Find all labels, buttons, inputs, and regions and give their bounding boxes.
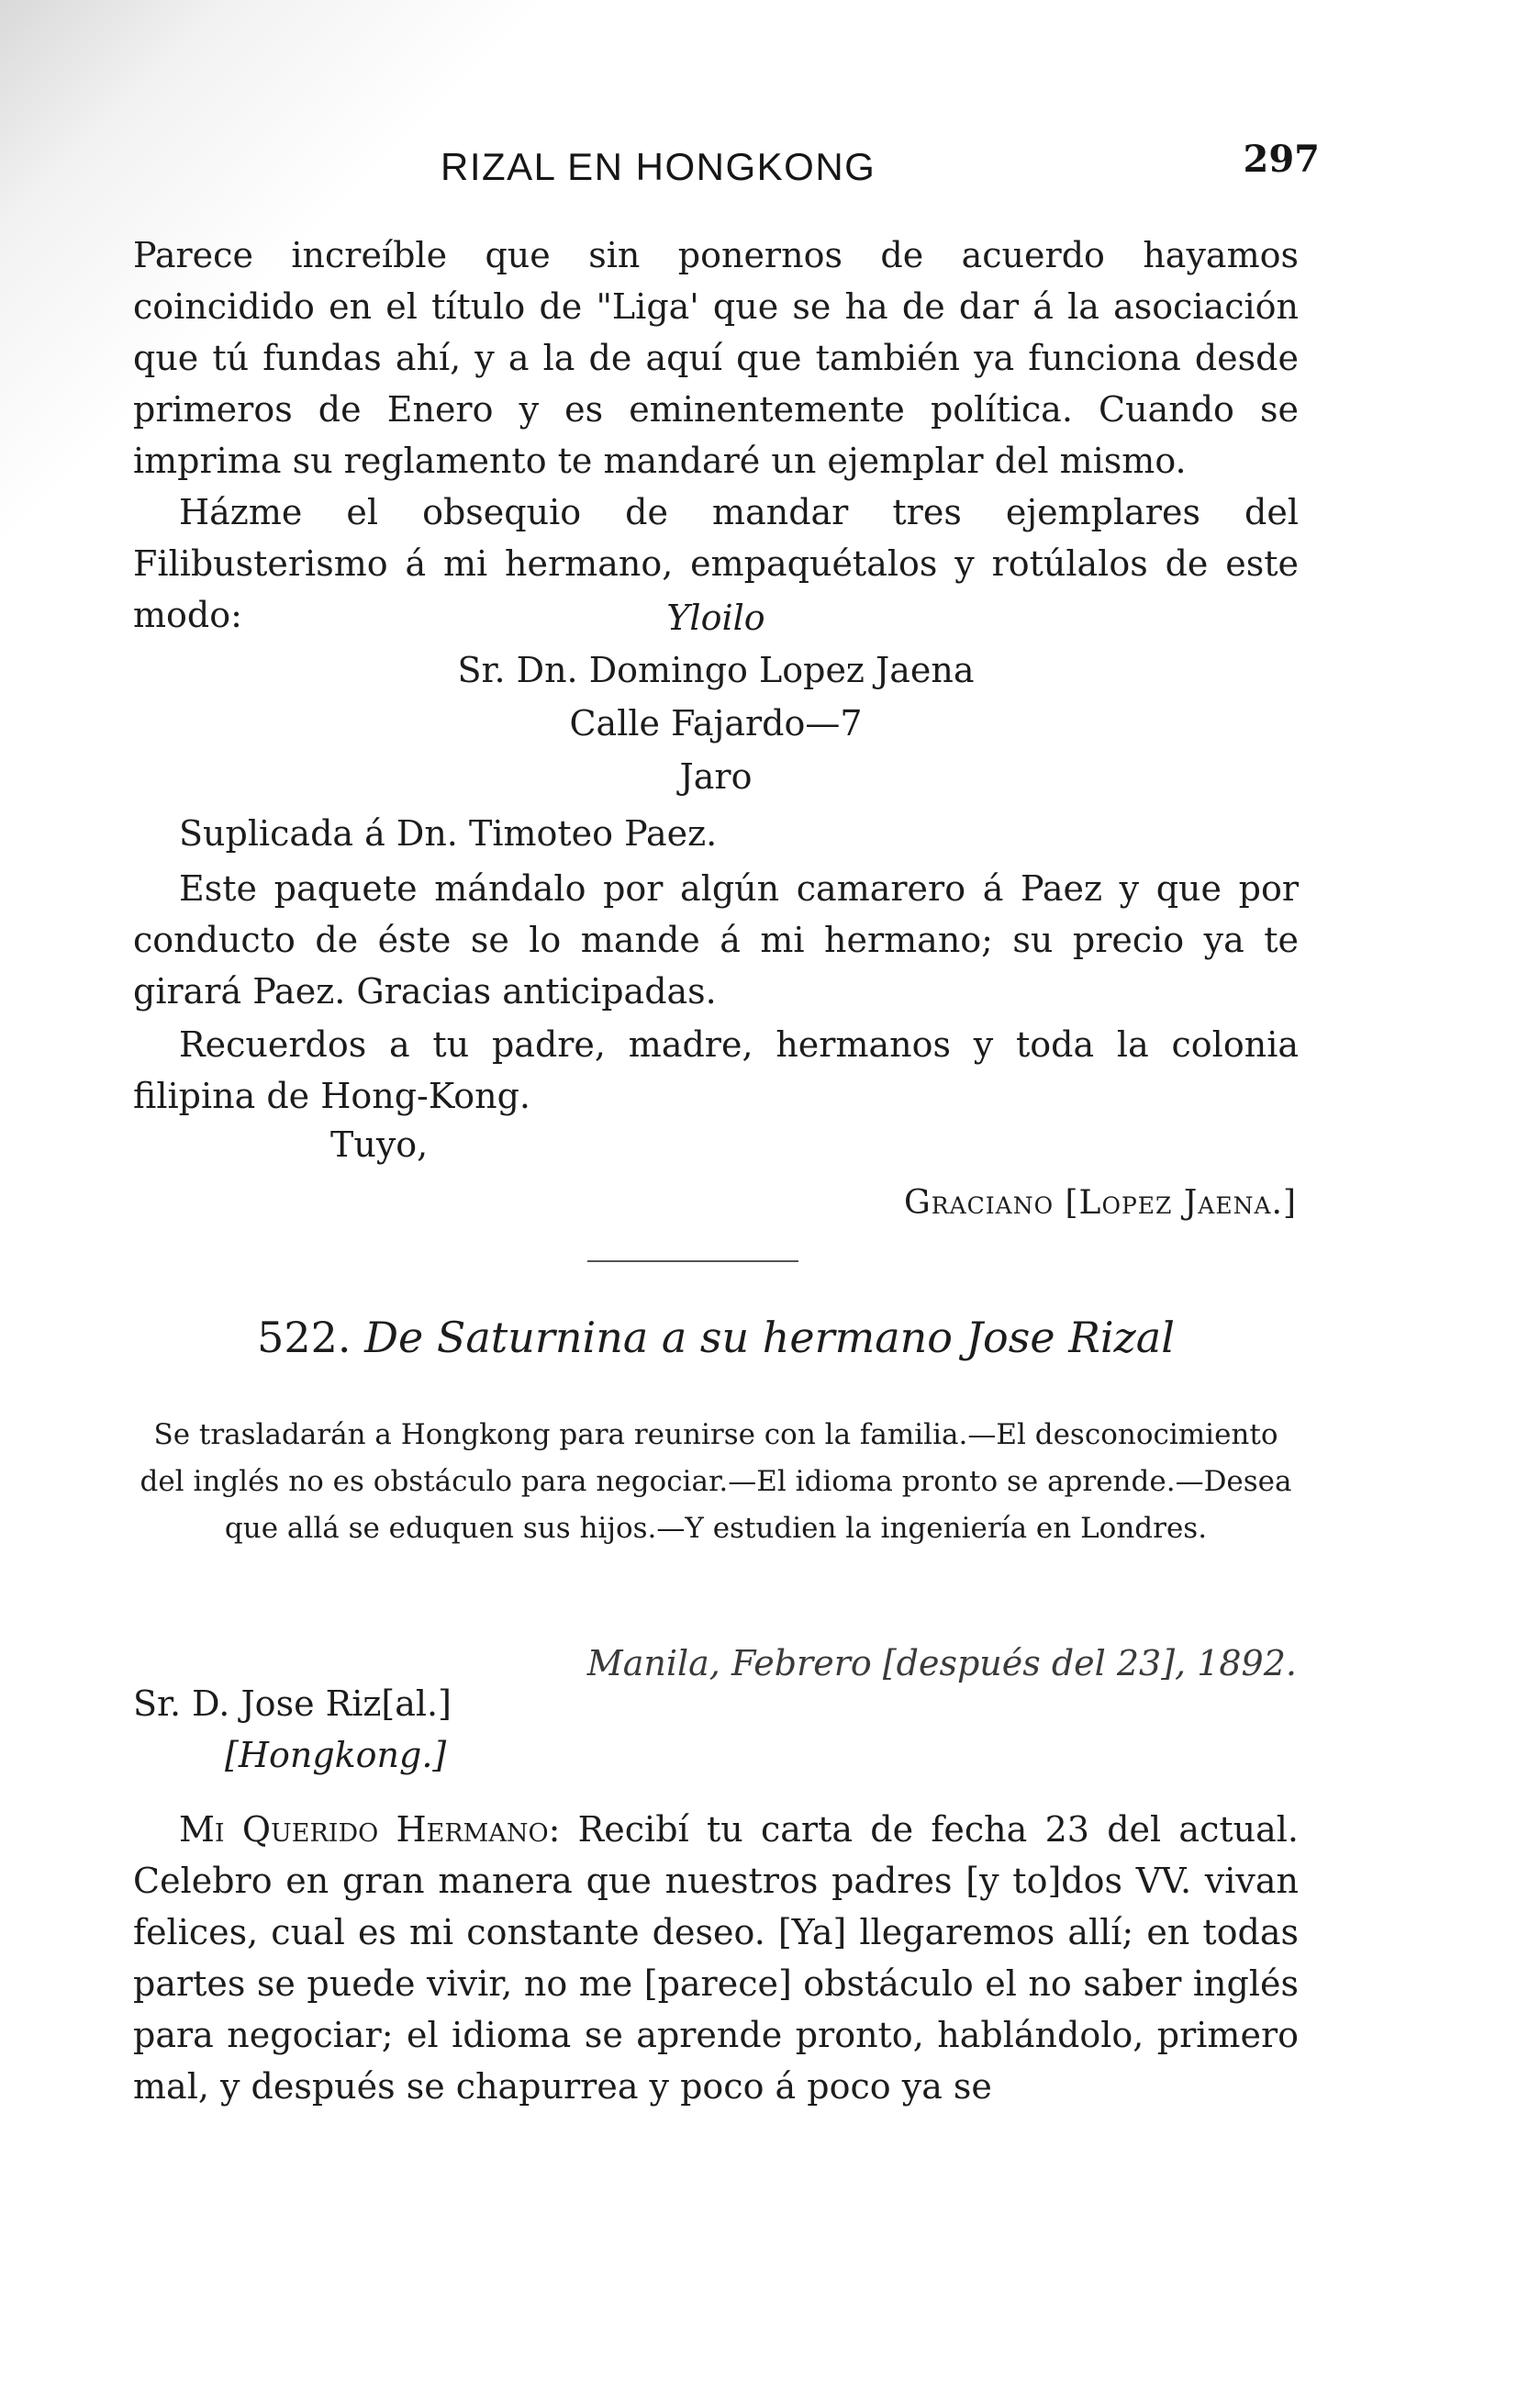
letter2-body bbox=[133, 1804, 1299, 2112]
letter1-paragraph5: Recuerdos a tu padre, madre, hermanos y toda la colonia filipina de Hong-Kong. bbox=[133, 1024, 1299, 1116]
running-title: RIZAL EN HONGKONG bbox=[441, 145, 876, 188]
letter2-body-text: Recibí tu carta de fecha 23 del actual. Celebro en gran manera que nuestros padres [y to]dos VV. vivan felices, cual es mi constante deseo. [Ya] llegaremos allí; en todas partes se puede vivir, no me [parece] obstáculo el no saber inglés para negociar; el idioma se aprende pronto, hablándolo, primero mal, y después se chapurrea y poco á poco ya se bbox=[133, 1809, 1299, 2107]
letter2-dateline: Manila, Febrero [después del 23], 1892. bbox=[586, 1643, 1297, 1683]
page-header bbox=[128, 138, 1320, 202]
recipient-location: [Hongkong.] bbox=[225, 1735, 447, 1775]
address-street: Calle Fajardo—7 bbox=[569, 703, 863, 744]
address-name: Sr. Dn. Domingo Lopez Jaena bbox=[457, 650, 975, 690]
page-number: 297 bbox=[1243, 138, 1320, 181]
letter2-heading bbox=[133, 1313, 1299, 1362]
letter2-recipient bbox=[133, 1678, 452, 1781]
letter1-paragraph3: Suplicada á Dn. Timoteo Paez. bbox=[179, 813, 718, 854]
letter2-title: De Saturnina a su hermano Jose Rizal bbox=[364, 1313, 1175, 1362]
recipient-name: Sr. D. Jose Riz[al.] bbox=[133, 1683, 452, 1724]
letter2-summary: Se trasladarán a Hongkong para reunirse con la familia.—El desconocimiento del inglés no es obstáculo para negociar.—El idioma pronto se aprende.—Desea que allá se eduquen sus hijos.—Y estudien la ingeniería en Londres. bbox=[139, 1418, 1292, 1545]
letter1-signature: Graciano [Lopez Jaena.] bbox=[904, 1184, 1297, 1222]
address-city: Yloilo bbox=[666, 598, 765, 638]
section-divider bbox=[587, 1260, 798, 1262]
address-town: Jaro bbox=[679, 756, 753, 797]
letter1-closing: Tuyo, bbox=[330, 1124, 429, 1165]
letter2-salutation: Mi Querido Hermano: bbox=[179, 1809, 561, 1850]
letter1-paragraph4: Este paquete mándalo por algún camarero á Paez y que por conducto de éste se lo mande á mi hermano; su precio ya te girará Paez. Gracias anticipadas. bbox=[133, 868, 1299, 1012]
letter1-paragraph1: Parece increíble que sin ponernos de acuerdo hayamos coincidido en el título de "Liga' que se ha de dar á la asociación que tú fundas ahí, y a la de aquí que también ya funciona desde primeros de Enero y es eminentemente política. Cuando se imprima su reglamento te mandaré un ejemplar del mismo. bbox=[133, 235, 1299, 481]
letter1-paragraph2: Házme el obsequio de mandar tres ejemplares del Filibusterismo á mi hermano, empaquétalos y rotúlalos de este modo: bbox=[133, 492, 1299, 635]
letter2-number: 522. bbox=[257, 1313, 352, 1362]
